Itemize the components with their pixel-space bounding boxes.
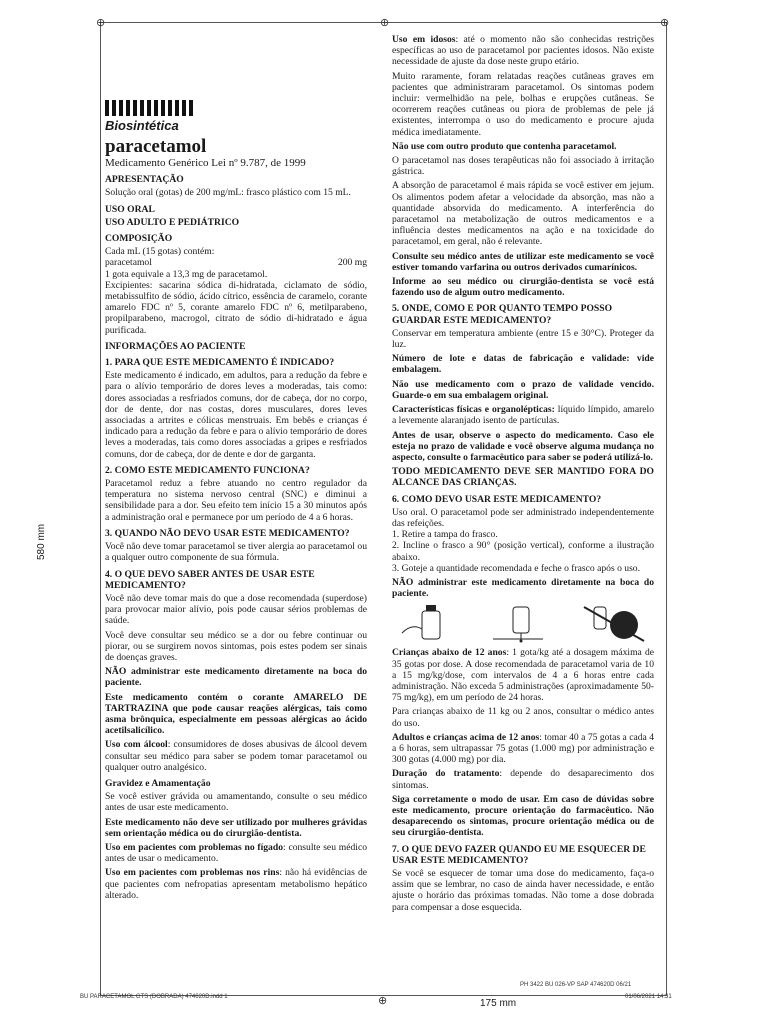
warning: Este medicamento não deve ser utilizado por mulheres grávidas sem orientação médica ou do cirurgião-dentista.: [105, 816, 367, 839]
inline-heading: Duração do tratamento: [392, 768, 500, 780]
inline-heading: Adultos e crianças acima de 12 anos: [392, 731, 540, 743]
paragraph: [392, 732, 654, 766]
question-heading: 5. ONDE, COMO E POR QUANTO TEMPO POSSO GUARDAR ESTE MEDICAMENTO?: [392, 303, 613, 326]
warning: Informe ao seu médico ou cirurgião-dentista se você está fazendo uso de algum outro medicamento.: [392, 276, 654, 299]
bottom-dimension: 175 mm: [480, 998, 517, 1009]
paragraph: Você não deve tomar mais do que a dose recomendada (superdose) para provocar maior alívio, pois pode causar sérios problemas de saúde.: [105, 592, 367, 627]
warning: Este medicamento contém o corante AMARELO DE TARTRAZINA que pode causar reações alérgicas, tais como asma brônquica, especialmente em pessoas alérgicas ao ácido acetilsalicílico.: [105, 691, 367, 737]
question-heading: 6. COMO DEVO USAR ESTE MEDICAMENTO?: [392, 493, 602, 505]
subheading: Gravidez e Amamentação: [105, 777, 211, 789]
pharmacode-barcode: [105, 100, 195, 116]
inline-text: : consumidores de doses abusivas de álcool devem consultar seu médico para saber se podem tomar paracetamol ou qualquer outro analgésico.: [105, 739, 367, 773]
left-column: [105, 100, 367, 904]
question-heading: 1. PARA QUE ESTE MEDICAMENTO É INDICADO?: [105, 357, 335, 369]
registration-mark-icon: ⊕: [380, 17, 390, 29]
paragraph: Se você estiver grávida ou amamentando, consulte o seu médico antes de usar este medicamento.: [105, 791, 367, 814]
inline-heading: Uso em pacientes com problemas nos rins: [105, 867, 280, 879]
paragraph: A absorção de paracetamol é mais rápida se você estiver em jejum. Os alimentos podem afetar a velocidade da absorção, mas não a quantidade absorvida do medicamento. A interferência do paracetamol na metabolização de outros medicamentos e a influência destes medicamentos na ação e na toxicidade do paracetamol, em geral, não é relevante.: [392, 180, 654, 248]
brand-logo: Biosintética: [105, 118, 179, 133]
section-heading: USO ORAL: [105, 203, 155, 215]
warning: NÃO administrar este medicamento diretamente na boca do paciente.: [392, 576, 654, 600]
paragraph: Muito raramente, foram relatadas reações cutâneas graves em pacientes que administraram paracetamol. Os sintomas podem incluir: vermelhidão na pele, bolhas e erupções cutâneas. Se ocorrerem reações cutâneas ou piora de problemas de pele já existentes, interrompa o uso do medicamento e procure ajuda médica imediatamente.: [392, 70, 654, 138]
paragraph: Número de lote e datas de fabricação e validade: vide embalagem.: [392, 353, 654, 376]
inline-heading: Características físicas e organolépticas:: [392, 404, 555, 416]
warning: Antes de usar, observe o aspecto do medicamento. Caso ele esteja no prazo de validade e você observe alguma mudança no aspecto, consulte o farmacêutico para saber se poderá utilizá-lo.: [392, 429, 654, 463]
warning: Siga corretamente o modo de usar. Em caso de dúvidas sobre este medicamento, procure orientação do farmacêutico. Não desaparecendo os sintomas, procure orientação médica ou de seu cirurgião-dentista.: [392, 793, 654, 839]
step: 2. Incline o frasco a 90° (posição vertical), conforme a ilustração abaixo.: [392, 540, 654, 563]
paragraph: Você não deve tomar paracetamol se tiver alergia ao paracetamol ou a qualquer outro componente de sua fórmula.: [105, 541, 367, 564]
inline-text: : tomar 40 a 75 gotas a cada 4 a 6 horas, sem ultrapassar 75 gotas (1.000 mg) por administração e 300 gotas (4.000 mg) por dia.: [392, 731, 654, 766]
paragraph: Uso oral. O paracetamol pode ser administrado independentemente das refeições.: [392, 506, 654, 529]
warning: Não use com outro produto que contenha paracetamol.: [392, 140, 617, 152]
side-dimension: 580 mm: [36, 523, 47, 560]
section-heading: INFORMAÇÕES AO PACIENTE: [105, 340, 246, 352]
paragraph: Excipientes: sacarina sódica di-hidratada, ciclamato de sódio, metabissulfito de sódio, ácido cítrico, essência de caramelo, corante amarelo FDC nº 5, corante amarelo FDC nº 6, metilparabeno, propilparabeno, macrogol, citrato de sódio di-hidratado e água purificada.: [105, 279, 367, 336]
inline-heading: Uso em pacientes com problemas no fígado: [105, 841, 283, 853]
composition-line: [105, 257, 367, 268]
warning: Consulte seu médico antes de utilizar este medicamento se você estiver tomando varfarina ou outros derivados cumarínicos.: [392, 250, 654, 273]
warning: Não use medicamento com o prazo de validade vencido. Guarde-o em sua embalagem original.: [392, 378, 654, 401]
inline-heading: Crianças abaixo de 12 anos: [392, 647, 507, 659]
paragraph: Para crianças abaixo de 11 kg ou 2 anos, consultar o médico antes do uso.: [392, 706, 654, 729]
warning: NÃO administrar este medicamento diretamente na boca do paciente.: [105, 666, 367, 689]
section-heading: USO ADULTO E PEDIÁTRICO: [105, 216, 240, 228]
inline-text: : consulte seu médico antes de usar o medicamento.: [105, 841, 368, 865]
paragraph: Cada mL (15 gotas) contém:: [105, 246, 215, 258]
paragraph: [392, 34, 654, 68]
inline-text: : até o momento não são conhecidas restrições específicas ao uso de paracetamol por pacientes idosos. Não existe necessidade de ajuste da dose neste grupo etário.: [392, 34, 654, 68]
composition-item: paracetamol: [105, 257, 152, 269]
step: 3. Goteje a quantidade recomendada e feche o frasco após o uso.: [392, 562, 640, 574]
paragraph: [392, 647, 654, 703]
file-info: BU PARACETAMOL GTS (DOBRADA) 474620D.indd 1: [80, 994, 228, 1000]
paragraph: Conservar em temperatura ambiente (entre 15 e 30°C). Proteger da luz.: [392, 327, 654, 351]
usage-illustration: [392, 603, 654, 643]
paragraph: Você deve consultar seu médico se a dor ou febre continuar ou piorar, ou se surgirem novos sintomas, pois estes podem ser sinais de doenças graves.: [105, 629, 367, 663]
paragraph: [105, 867, 367, 901]
bottle-tilt-icon: [483, 603, 563, 643]
section-heading: COMPOSIÇÃO: [105, 233, 173, 245]
inline-text: : não há evidências de que pacientes com nefropatias apresentam metabolismo hepático alterado.: [105, 867, 367, 901]
paragraph: 1 gota equivale a 13,3 mg de paracetamol.: [105, 268, 268, 280]
paragraph: Se você se esquecer de tomar uma dose do medicamento, faça-o assim que se lembrar, no caso de ainda haver necessidade, e então ajuste o horário das próximas tomadas. Não tome a dose dobrada para compensar a dose esquecida.: [392, 868, 654, 913]
no-mouth-icon: [574, 603, 654, 643]
question-heading: 7. O QUE DEVO FAZER QUANDO EU ME ESQUECER DE USAR ESTE MEDICAMENTO?: [392, 843, 646, 866]
registration-mark-icon: ⊕: [378, 995, 388, 1007]
question-heading: 4. O QUE DEVO SABER ANTES DE USAR ESTE MEDICAMENTO?: [105, 568, 315, 591]
paragraph: [392, 404, 654, 426]
paragraph: [392, 768, 654, 790]
inline-text: : 1 gota/kg até a dosagem máxima de 35 gotas por dose. A dose recomendada de paracetamol varia de 10 a 15 mg/kg/dose, com intervalos de 4 a 6 horas entre cada administração. Não exceda 5 administrações (aproximadamente 50-75 mg/kg), em um período de 24 horas.: [392, 647, 655, 704]
registration-mark-icon: ⊕: [660, 17, 670, 29]
right-column: [392, 34, 654, 916]
composition-value: 200 mg: [337, 257, 367, 269]
step: 1. Retire a tampa do frasco.: [392, 529, 498, 541]
inline-text: : depende do desaparecimento dos sintomas.: [392, 768, 655, 791]
print-code: PH 3422 BU 026-VP SAP 474620D 06/21: [520, 982, 632, 988]
registration-mark-icon: ⊕: [96, 17, 106, 29]
section-heading: APRESENTAÇÃO: [105, 174, 184, 186]
paragraph: O paracetamol nas doses terapêuticas não foi associado à irritação gástrica.: [392, 155, 654, 178]
bottle-open-icon: [392, 603, 472, 643]
warning: TODO MEDICAMENTO DEVE SER MANTIDO FORA DO ALCANCE DAS CRIANÇAS.: [392, 466, 654, 489]
paragraph: [105, 739, 367, 773]
inline-text: líquido límpido, amarelo a levemente alaranjado isento de partículas.: [392, 404, 654, 427]
paragraph: Este medicamento é indicado, em adultos, para a redução da febre e para o alívio temporário de dores leves a moderadas, tais como: dores associadas a resfriados comuns, dor de cabeça, dor no corpo, dor de dente, dor nas costas, dores musculares, dores leves associadas a artrites e cólicas menstruais. Em bebês e crianças é indicado para a redução da febre e para o alívio temporário de dores leves a moderadas, tais como dores associadas a gripes e resfriados comuns, dor de cabeça, dor de dente e dor de garganta.: [105, 370, 367, 460]
question-heading: 3. QUANDO NÃO DEVO USAR ESTE MEDICAMENTO?: [105, 527, 350, 539]
inline-heading: Uso com álcool: [105, 739, 168, 751]
product-title: paracetamol: [105, 136, 207, 158]
paragraph: Paracetamol reduz a febre atuando no centro regulador da temperatura no sistema nervoso central (SNC) e diminui a sensibilidade para a dor. Seu efeito tem início 15 a 30 minutos após a administração oral e permanece por um período de 4 a 6 horas.: [105, 478, 367, 523]
inline-heading: Uso em idosos: [392, 34, 456, 45]
paragraph: [105, 842, 367, 864]
question-heading: 2. COMO ESTE MEDICAMENTO FUNCIONA?: [105, 464, 310, 476]
paragraph: Solução oral (gotas) de 200 mg/mL: frasco plástico com 15 mL.: [105, 187, 351, 199]
print-date: 01/06/2021 14:31: [625, 994, 672, 1000]
generic-law: Medicamento Genérico Lei nº 9.787, de 1999: [105, 157, 306, 170]
